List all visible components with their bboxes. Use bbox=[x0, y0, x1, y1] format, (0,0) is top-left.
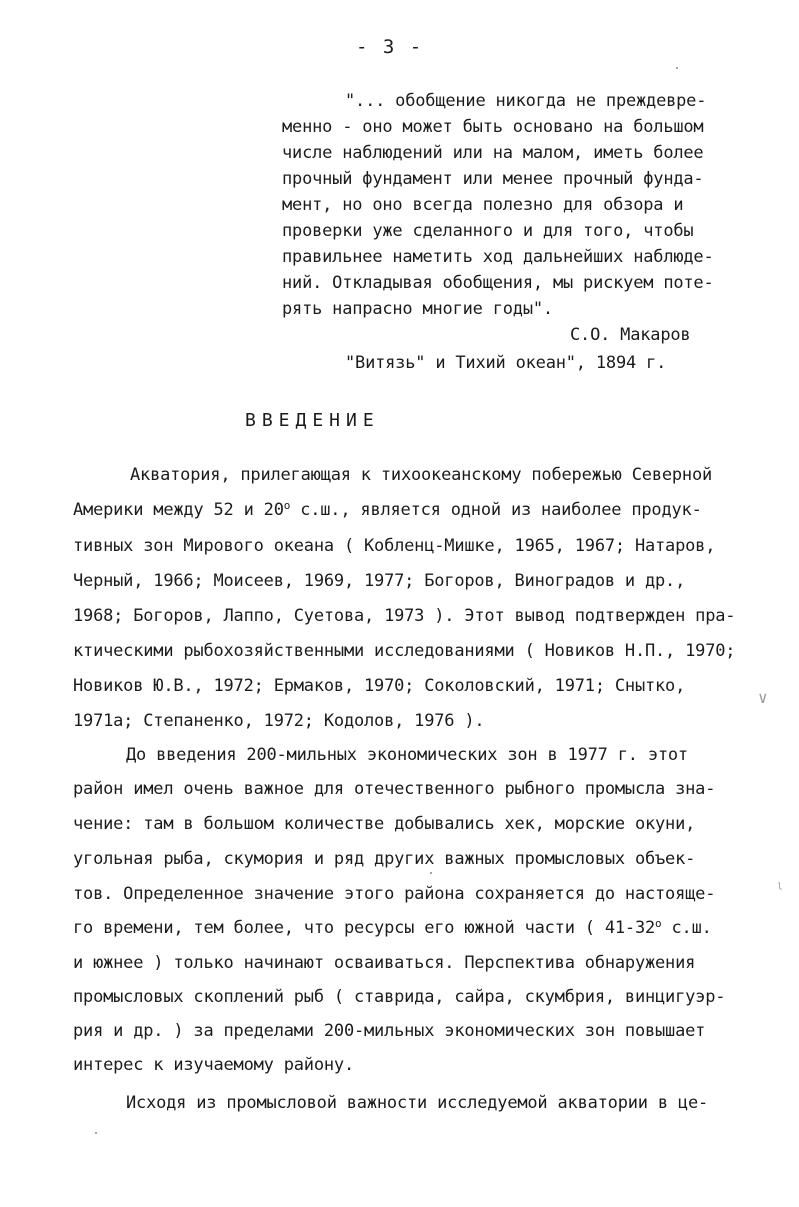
epigraph-line: прочный фундамент или менее прочный фунда- bbox=[282, 169, 704, 189]
epigraph-line: "... обобщение никогда не преждевре- bbox=[345, 91, 707, 111]
page-number: - 3 - bbox=[356, 36, 424, 58]
text-line: ктическими рыбохозяйственными исследованиями ( Новиков Н.П., 1970; bbox=[73, 641, 736, 661]
epigraph-author: С.О. Макаров bbox=[570, 325, 691, 345]
scan-speck bbox=[430, 872, 432, 874]
text-line: Новиков Ю.В., 1972; Ермаков, 1970; Соколовский, 1971; Снытко, bbox=[73, 676, 686, 696]
text-line: Черный, 1966; Моисеев, 1969, 1977; Богоров, Виноградов и др., bbox=[73, 571, 686, 591]
text-line: и южнее ) только начинают осваиваться. Перспектива обнаружения bbox=[73, 953, 696, 973]
text-line: 1968; Богоров, Лаппо, Суетова, 1973 ). Этот вывод подтвержден пра- bbox=[73, 606, 736, 626]
epigraph-source: "Витязь" и Тихий океан", 1894 г. bbox=[345, 353, 667, 373]
text-run: Америки между 52 и 20 bbox=[73, 500, 284, 520]
epigraph-line: проверки уже сделанного и для того, чтобы bbox=[282, 221, 694, 241]
text-line: Исходя из промысловой важности исследуемой акватории в це- bbox=[126, 1093, 709, 1113]
epigraph-line: числе наблюдений или на малом, иметь более bbox=[282, 143, 704, 163]
epigraph-line: правильнее наметить ход дальнейших наблюде- bbox=[282, 247, 714, 267]
text-line bbox=[73, 499, 702, 521]
scan-speck bbox=[95, 1132, 97, 1134]
epigraph-line: рять напрасно многие годы". bbox=[282, 299, 553, 319]
text-line bbox=[73, 917, 712, 939]
text-line: До введения 200-мильных экономических зон в 1977 г. этот bbox=[126, 745, 688, 765]
degree-superscript: о bbox=[283, 499, 291, 512]
epigraph-line: менно - оно может быть основано на большом bbox=[282, 117, 704, 137]
text-line: рия и др. ) за пределами 200-мильных экономических зон повышает bbox=[73, 1021, 706, 1041]
scan-speck bbox=[676, 67, 678, 69]
text-run: с.ш. bbox=[661, 918, 712, 938]
epigraph-line: мент, но оно всегда полезно для обзора и bbox=[282, 195, 684, 215]
text-line: район имел очень важное для отечественного рыбного промысла зна- bbox=[73, 779, 716, 799]
text-line: 1971а; Степаненко, 1972; Кодолов, 1976 ). bbox=[73, 711, 485, 731]
text-run: с.ш., является одной из наиболее продук- bbox=[290, 500, 702, 520]
epigraph-line: ний. Откладывая обобщения, мы рискуем поте- bbox=[282, 273, 714, 293]
section-heading: ВВЕДЕНИЕ bbox=[245, 410, 380, 431]
text-line: Акватория, прилегающая к тихоокеанскому побережью Северной bbox=[130, 465, 713, 485]
text-run: го времени, тем более, что ресурсы его южной части ( 41-32 bbox=[73, 918, 656, 938]
text-line: интерес к изучаемому району. bbox=[73, 1055, 354, 1075]
margin-check-mark: ∨ bbox=[758, 688, 768, 707]
margin-tick-mark: ˡ bbox=[775, 880, 785, 899]
degree-superscript: о bbox=[655, 917, 662, 930]
text-line: угольная рыба, скумория и ряд других важных промысловых объек- bbox=[73, 849, 696, 869]
text-line: тивных зон Мирового океана ( Кобленц-Мишке, 1965, 1967; Натаров, bbox=[73, 536, 716, 556]
text-line: промысловых скоплений рыб ( ставрида, сайра, скумбрия, винцигуэр- bbox=[73, 987, 726, 1007]
text-line: тов. Определенное значение этого района сохраняется до настояще- bbox=[73, 884, 716, 904]
text-line: чение: там в большом количестве добывались хек, морские окуни, bbox=[73, 814, 696, 834]
